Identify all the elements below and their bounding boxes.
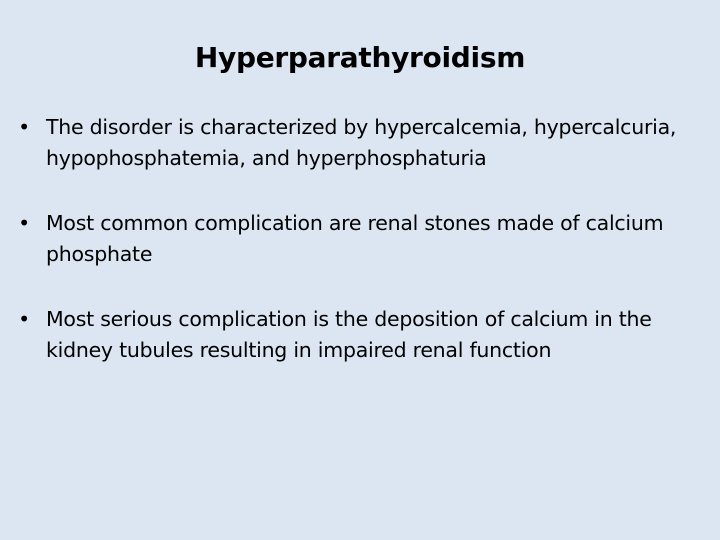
bullet-dot-icon: •	[18, 307, 30, 331]
bullet-list	[14, 112, 714, 400]
bullet-dot-icon: •	[18, 211, 30, 235]
bullet-item	[14, 112, 714, 174]
bullet-item	[14, 304, 714, 366]
bullet-item	[14, 208, 714, 270]
bullet-text: Most common complication are renal stones made of calcium phosphate	[46, 211, 664, 266]
bullet-text: The disorder is characterized by hypercalcemia, hypercalcuria, hypophosphatemia, and hyperphosphaturia	[46, 115, 677, 170]
bullet-dot-icon: •	[18, 115, 30, 139]
slide-title: Hyperparathyroidism	[194, 41, 526, 74]
bullet-text: Most serious complication is the deposition of calcium in the kidney tubules resulting in impaired renal function	[46, 307, 652, 362]
